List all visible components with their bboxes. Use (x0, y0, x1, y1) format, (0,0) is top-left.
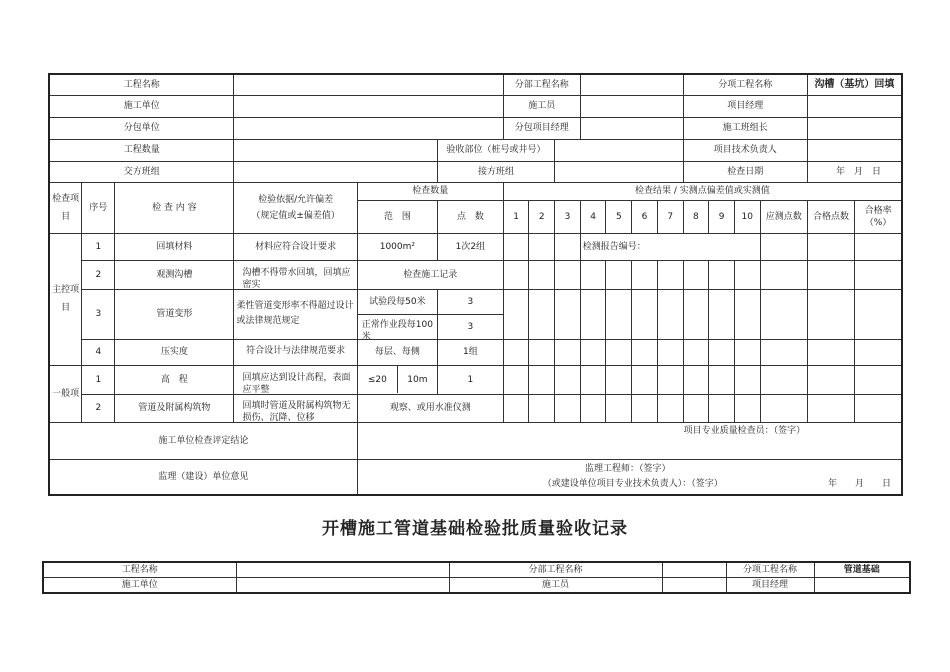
constructor-label: 施工员 (449, 578, 662, 594)
row-basis: 沟槽不得带水回填，回填应密实 (242, 267, 351, 290)
sub-project-value[interactable] (580, 74, 683, 95)
header-col-9: 9 (709, 200, 735, 233)
sub-manager-value[interactable] (580, 117, 683, 139)
constructor-value[interactable] (662, 578, 726, 594)
general-items-label: 一般项 (49, 365, 82, 422)
sub-project-label: 分部工程名称 (503, 74, 580, 95)
sub-manager-label: 分包项目经理 (503, 117, 580, 139)
tech-lead-label: 项目技术负责人 (683, 139, 807, 161)
sub-project-value[interactable] (662, 562, 726, 578)
supervisor-label: 监理（建设）单位意见 (49, 459, 357, 495)
conclusion-sign: 项目专业质量检查员：（签字） (683, 425, 806, 436)
team-leader-label: 施工班组长 (683, 117, 807, 139)
supervisor-area[interactable] (357, 459, 902, 495)
row-points: 1次2组 (437, 233, 503, 260)
owner-sign: （或建设单位项目专业技术负责人）：（签字） (542, 478, 723, 489)
subcontractor-value[interactable] (234, 117, 503, 139)
row-basis: 柔性管道变形率不得超过设计或法律规范规定 (234, 289, 357, 339)
inspection-form-backfill (48, 73, 903, 496)
row-content: 管道及附属构筑物 (115, 394, 234, 422)
quantity-label: 工程数量 (49, 139, 234, 161)
check-date-value: 年 月 日 (807, 161, 902, 182)
contractor-value[interactable] (236, 578, 449, 594)
row-range: 试验段每50米 (357, 289, 437, 314)
conclusion-area[interactable] (357, 422, 902, 459)
row-seq: 3 (82, 289, 115, 339)
row-basis: 材料应符合设计要求 (234, 233, 357, 260)
row-points: 1组 (437, 339, 503, 365)
project-name-label: 工程名称 (49, 74, 234, 95)
project-name-value[interactable] (234, 74, 503, 95)
row-points: 3 (437, 289, 503, 314)
project-manager-value[interactable] (814, 578, 910, 594)
quantity-value[interactable] (234, 139, 437, 161)
header-col-8: 8 (683, 200, 709, 233)
header-col-6: 6 (632, 200, 658, 233)
handover-team-label: 交方班组 (49, 161, 234, 182)
handover-team-value[interactable] (234, 161, 437, 182)
row-content: 高 程 (115, 365, 234, 394)
row-range: 正常作业段每100米 (361, 319, 433, 342)
header-seq: 序号 (82, 182, 115, 233)
header-range: 范 围 (357, 200, 437, 233)
row-seq: 1 (82, 233, 115, 260)
row-range: 1000m² (357, 233, 437, 260)
item-project-label: 分项工程名称 (726, 562, 814, 578)
header-col-1: 1 (503, 200, 529, 233)
header-basis-main: 检验依据/允许偏差 (258, 194, 334, 205)
inspection-form-pipe-base (42, 561, 911, 594)
row-content: 观测沟槽 (115, 260, 234, 289)
header-result: 检查结果 / 实测点偏差值或实测值 (503, 182, 902, 200)
project-manager-value[interactable] (807, 95, 902, 117)
project-name-label: 工程名称 (43, 562, 236, 578)
row-content: 回填材料 (115, 233, 234, 260)
team-leader-value[interactable] (807, 117, 902, 139)
row-content: 管道变形 (115, 289, 234, 339)
header-basis-sub: （规定值或±偏差值） (251, 210, 340, 221)
item-project-label: 分项工程名称 (683, 74, 807, 95)
row-seq: 2 (82, 394, 115, 422)
header-rate: 合格率（%） (855, 200, 902, 233)
project-name-value[interactable] (236, 562, 449, 578)
constructor-label: 施工员 (503, 95, 580, 117)
item-project-value: 管道基础 (814, 562, 910, 578)
header-points: 点 数 (437, 200, 503, 233)
receiver-team-label: 接方班组 (437, 161, 554, 182)
header-item: 检查项目 (49, 182, 82, 233)
row-seq: 4 (82, 339, 115, 365)
row-seq: 2 (82, 260, 115, 289)
supervisor-date: 年 月 日 (827, 478, 891, 489)
tech-lead-value[interactable] (807, 139, 902, 161)
contractor-value[interactable] (234, 95, 503, 117)
header-col-7: 7 (657, 200, 683, 233)
row-method: 观察、或用水准仪测 (357, 394, 503, 422)
header-basis (234, 182, 357, 233)
row-basis: 回填时管道及附属构筑物无损伤、沉降、位移 (242, 401, 351, 423)
row-range: 每层、每侧 (357, 339, 437, 365)
receiver-team-value[interactable] (555, 161, 683, 182)
conclusion-label: 施工单位检查评定结论 (49, 422, 357, 459)
header-pass: 合格点数 (807, 200, 854, 233)
project-manager-label: 项目经理 (726, 578, 814, 594)
check-date-label: 检查日期 (683, 161, 807, 182)
subcontractor-label: 分包单位 (49, 117, 234, 139)
row-points: 3 (437, 314, 503, 339)
item-project-value: 沟槽（基坑）回填 (807, 74, 902, 95)
location-value[interactable] (555, 139, 683, 161)
row-basis: 回填应达到设计高程，表面应平整 (242, 372, 351, 395)
supervisor-sign: 监理工程师：（签字） (585, 463, 671, 474)
header-qty: 检查数量 (357, 182, 503, 200)
form-title: 开槽施工管道基础检验批质量验收记录 (322, 519, 628, 539)
sub-project-label: 分部工程名称 (449, 562, 662, 578)
row-tolerance: ≤20 (358, 366, 398, 393)
header-col-5: 5 (606, 200, 632, 233)
report-number: 检测报告编号： (580, 233, 760, 260)
row-content: 压实度 (115, 339, 234, 365)
contractor-label: 施工单位 (49, 95, 234, 117)
main-items-label: 主控项目 (49, 233, 82, 365)
row-basis: 符合设计与法律规范要求 (246, 345, 346, 356)
header-col-10: 10 (734, 200, 760, 233)
header-should: 应测点数 (760, 200, 807, 233)
row-points: 1 (437, 365, 503, 394)
location-label: 验收部位（桩号或井号） (437, 139, 554, 161)
header-col-2: 2 (529, 200, 555, 233)
header-col-3: 3 (555, 200, 581, 233)
row-range: 10m (407, 374, 428, 385)
project-manager-label: 项目经理 (683, 95, 807, 117)
contractor-label: 施工单位 (43, 578, 236, 594)
row-seq: 1 (82, 365, 115, 394)
constructor-value[interactable] (580, 95, 683, 117)
row-method: 检查施工记录 (357, 260, 503, 289)
header-col-4: 4 (580, 200, 606, 233)
header-content: 检 查 内 容 (115, 182, 234, 233)
